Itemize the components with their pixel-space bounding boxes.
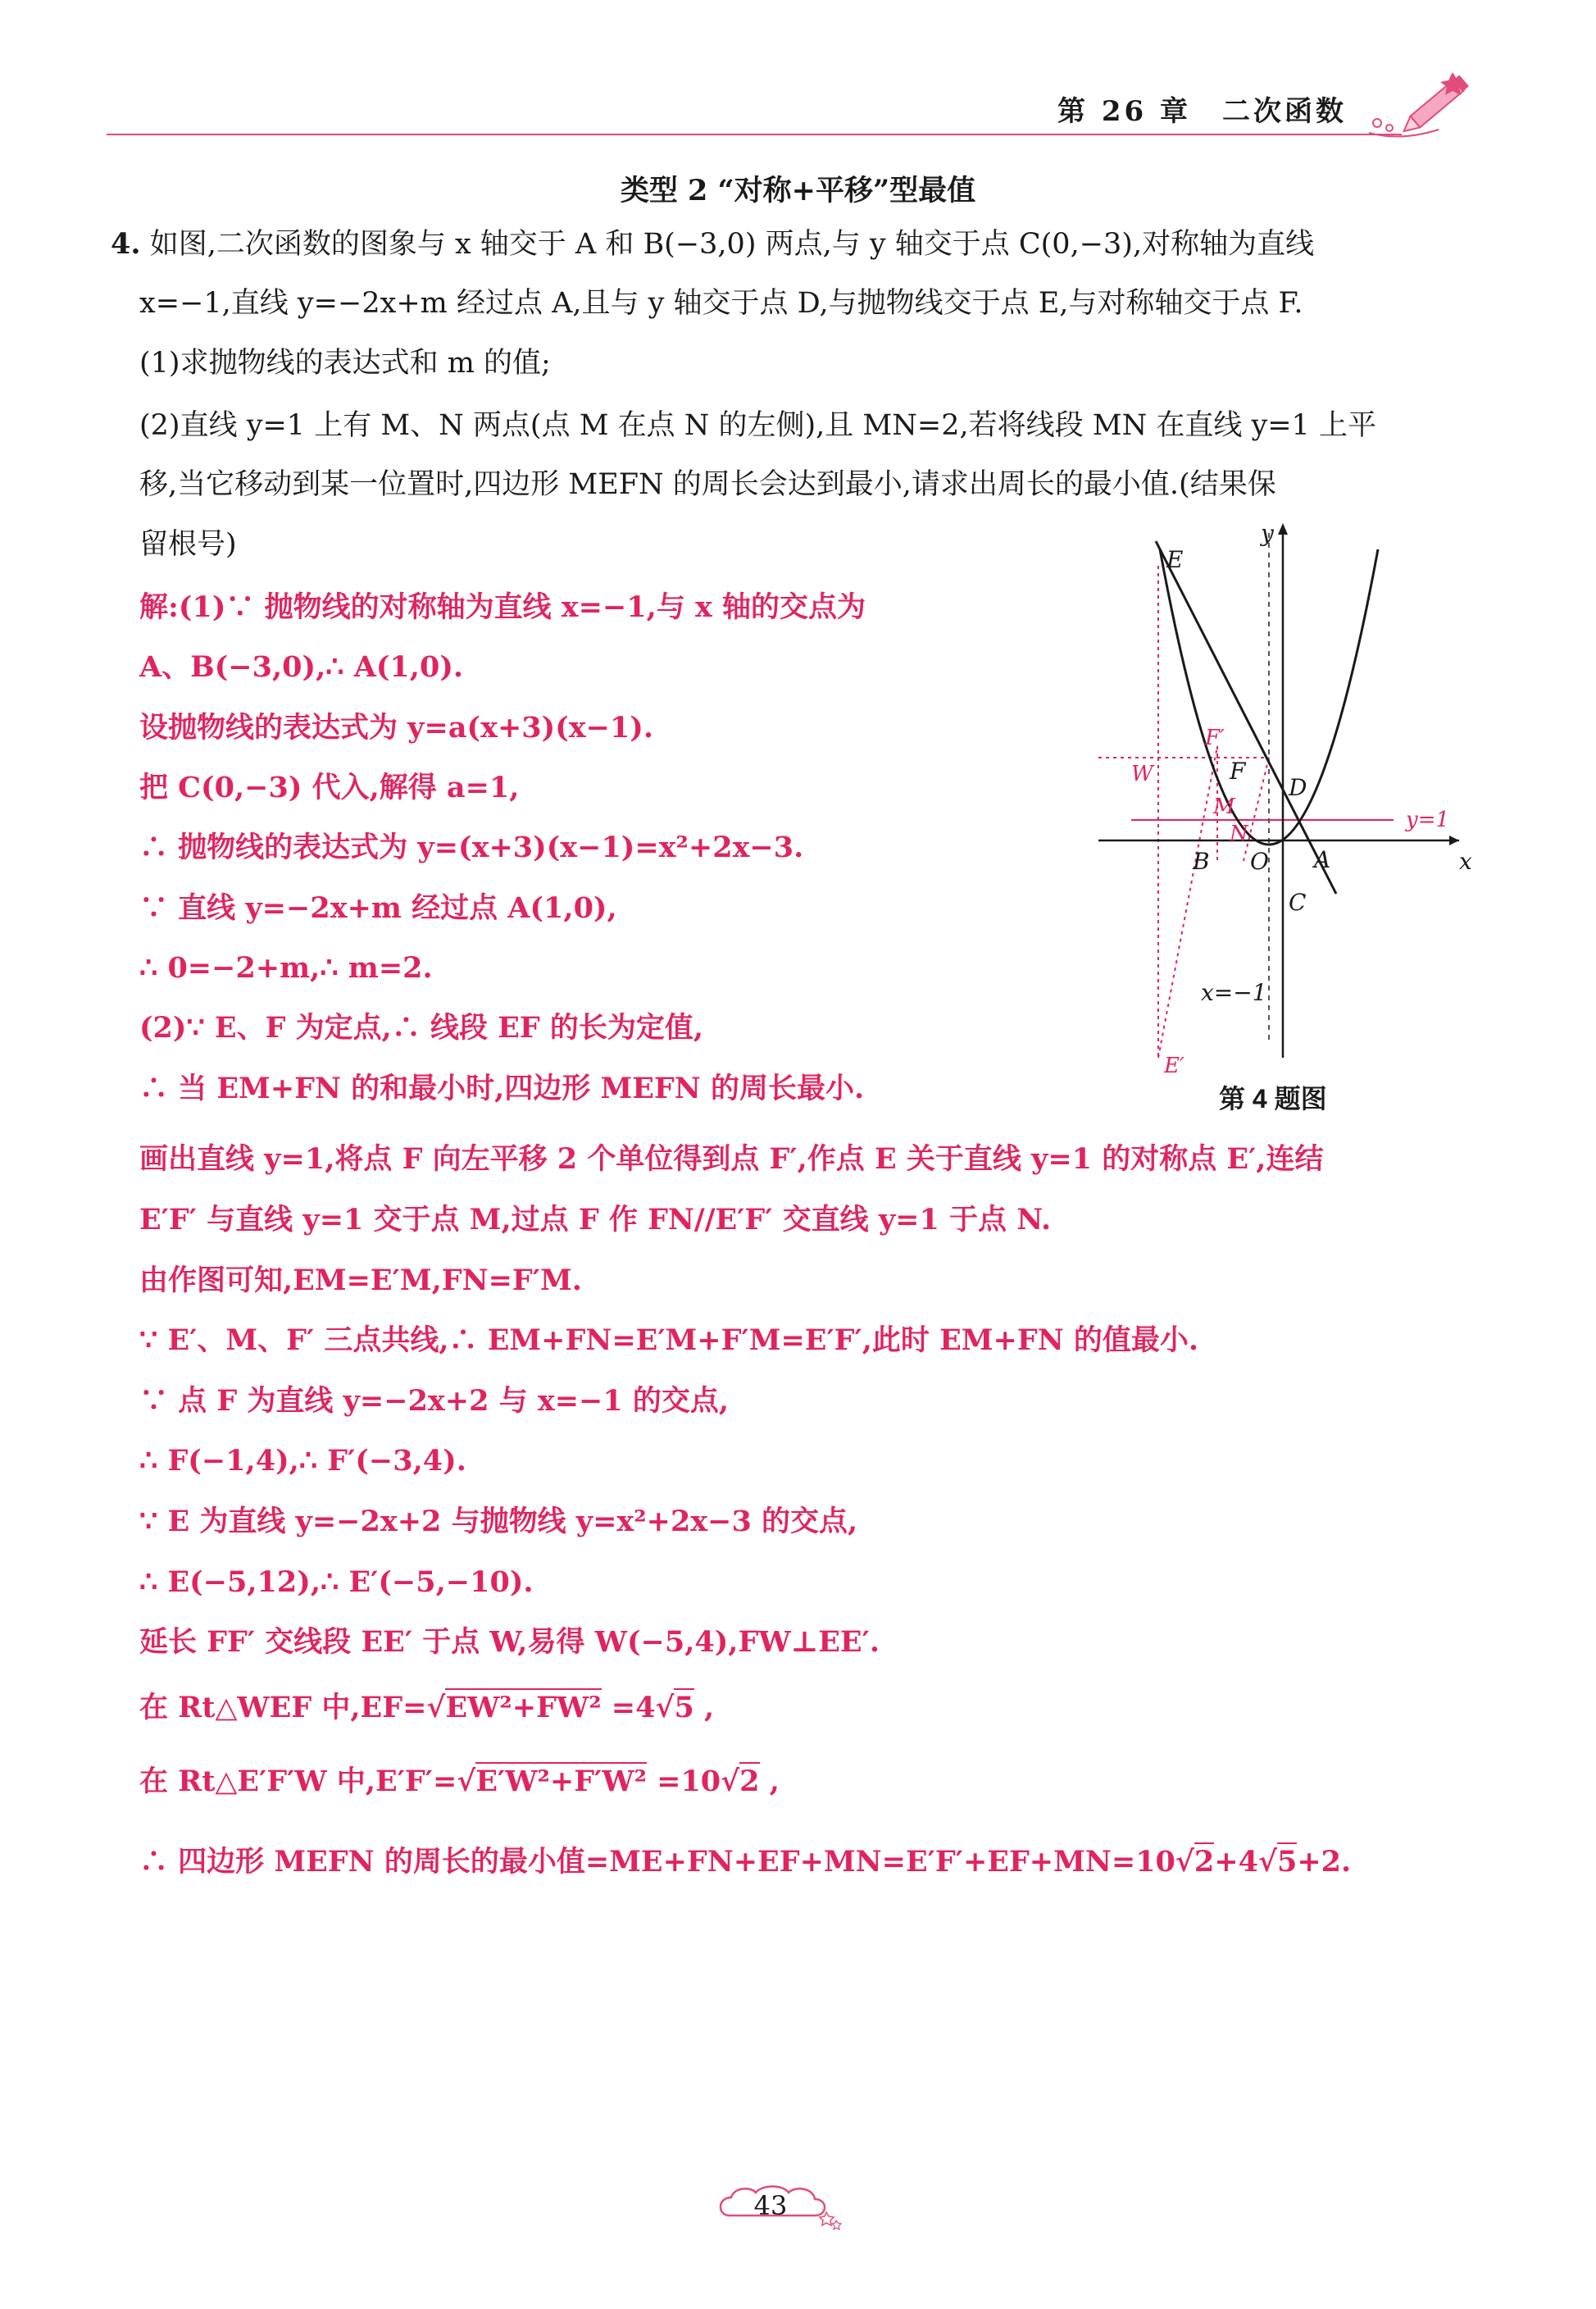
sqrt-symbol: √	[655, 1691, 675, 1724]
label-e-prime: E′	[1164, 1054, 1184, 1078]
solution-rt-wef	[139, 1689, 714, 1727]
solution-line: 由作图可知,EM=E′M,FN=F′M.	[139, 1264, 582, 1297]
solution-line: 延长 FF′ 交线段 EE′ 于点 W,易得 W(−5,4),FW⊥EE′.	[139, 1625, 880, 1659]
sqrt-symbol: √	[426, 1691, 446, 1724]
figure-caption: 第 4 题图	[1219, 1084, 1327, 1114]
rt2-prefix: 在 Rt△E′F′W 中,E′F′=	[139, 1765, 457, 1798]
rt2-radicand-2: 2	[739, 1762, 759, 1798]
rt2-radicand: E′W²+F′W²	[475, 1762, 647, 1798]
solution-line: ∵ 直线 y=−2x+m 经过点 A(1,0),	[139, 891, 617, 925]
solution-line: ∵ 点 F 为直线 y=−2x+2 与 x=−1 的交点,	[139, 1384, 730, 1418]
solution-rt-efw	[139, 1763, 780, 1801]
problem-number: 4.	[111, 227, 141, 261]
final-radicand-2: 5	[1277, 1842, 1297, 1879]
final-end: +2.	[1297, 1845, 1352, 1879]
sqrt-symbol: √	[1175, 1845, 1194, 1879]
solution-line: ∵ E′、M、F′ 三点共线,∴ EM+FN=E′M+F′M=E′F′,此时 EM+FN 的值最小.	[139, 1323, 1199, 1357]
final-radicand-1: 2	[1194, 1842, 1214, 1879]
label-b: B	[1193, 848, 1210, 875]
label-w: W	[1131, 762, 1153, 786]
label-axis-symmetry: x=−1	[1201, 979, 1267, 1006]
solution-line: (2)∵ E、F 为定点,∴ 线段 EF 的长为定值,	[139, 1011, 704, 1045]
problem-figure	[1082, 517, 1492, 1082]
line-e-prime-f-prime	[1158, 746, 1217, 1058]
solution-line: 把 C(0,−3) 代入,解得 a=1,	[139, 771, 520, 804]
label-o: O	[1250, 848, 1269, 875]
label-e: E	[1166, 546, 1184, 573]
final-prefix: ∴ 四边形 MEFN 的周长的最小值=ME+FN+EF+MN=E′F′+EF+MN=10	[139, 1845, 1175, 1879]
label-d: D	[1289, 774, 1307, 801]
solution-line: E′F′ 与直线 y=1 交于点 M,过点 F 作 FN//E′F′ 交直线 y=1 于点 N.	[139, 1203, 1052, 1236]
section-title: 类型 2 “对称+平移”型最值	[620, 174, 976, 207]
problem-part-2-line-2: 移,当它移动到某一位置时,四边形 MEFN 的周长会达到最小,请求出周长的最小值.(结果保	[139, 468, 1276, 501]
solution-line: 解:(1)∵ 抛物线的对称轴为直线 x=−1,与 x 轴的交点为	[139, 590, 866, 624]
chapter-heading: 第 26 章 二次函数	[1057, 95, 1347, 128]
solution-line: 设抛物线的表达式为 y=a(x+3)(x−1).	[139, 711, 654, 745]
solution-line: ∴ E(−5,12),∴ E′(−5,−10).	[139, 1565, 534, 1599]
rt2-end: ,	[759, 1765, 780, 1798]
label-x-axis: x	[1459, 848, 1472, 875]
page-number-badge	[713, 2181, 844, 2230]
solution-line: ∴ 抛物线的表达式为 y=(x+3)(x−1)=x²+2x−3.	[139, 831, 804, 864]
rt1-radicand-2: 5	[674, 1688, 693, 1724]
solution-line: ∴ 0=−2+m,∴ m=2.	[139, 951, 433, 985]
solution-line: ∴ 当 EM+FN 的和最小时,四边形 MEFN 的周长最小.	[139, 1072, 865, 1105]
label-a: A	[1314, 846, 1331, 873]
label-m: M	[1213, 795, 1235, 819]
problem-part-2-line-3: 留根号)	[139, 528, 237, 561]
rt1-prefix: 在 Rt△WEF 中,EF=	[139, 1691, 427, 1724]
solution-line: A、B(−3,0),∴ A(1,0).	[139, 650, 464, 684]
label-f-prime: F′	[1205, 726, 1225, 750]
page-number: 43	[753, 2190, 788, 2221]
solution-final	[139, 1843, 1351, 1881]
solution-line: ∴ F(−1,4),∴ F′(−3,4).	[139, 1444, 466, 1478]
x-axis-arrow	[1449, 836, 1459, 845]
header-rule	[107, 134, 1402, 135]
rt1-radicand: EW²+FW²	[445, 1688, 601, 1724]
sqrt-symbol: √	[721, 1765, 740, 1798]
rt1-end: ,	[693, 1691, 715, 1724]
problem-part-2-line-1: (2)直线 y=1 上有 M、N 两点(点 M 在点 N 的左侧),且 MN=2,若将线段 MN 在直线 y=1 上平	[139, 409, 1376, 442]
rt2-eq: =10	[646, 1765, 721, 1798]
problem-line-1	[111, 225, 1314, 264]
problem-part-1: (1)求抛物线的表达式和 m 的值;	[139, 347, 551, 380]
rt1-eq: =4	[601, 1691, 656, 1724]
label-n: N	[1230, 822, 1248, 846]
pencil-icon	[1361, 57, 1484, 148]
label-y-equals-1: y=1	[1406, 808, 1450, 832]
solution-line: 画出直线 y=1,将点 F 向左平移 2 个单位得到点 F′,作点 E 关于直线 y=1 的对称点 E′,连结	[139, 1142, 1324, 1176]
solution-line: ∵ E 为直线 y=−2x+2 与抛物线 y=x²+2x−3 的交点,	[139, 1505, 858, 1538]
label-c: C	[1289, 889, 1307, 916]
problem-line-2: x=−1,直线 y=−2x+m 经过点 A,且与 y 轴交于点 D,与抛物线交于点 E,与对称轴交于点 F.	[139, 287, 1303, 320]
sqrt-symbol: √	[1257, 1845, 1277, 1879]
label-y-axis: y	[1261, 520, 1274, 547]
sqrt-symbol: √	[457, 1765, 476, 1798]
y-axis-arrow	[1278, 523, 1288, 535]
problem-text-1: 如图,二次函数的图象与 x 轴交于 A 和 B(−3,0) 两点,与 y 轴交于点 C(0,−3),对称轴为直线	[149, 228, 1315, 261]
label-f: F	[1230, 758, 1246, 785]
final-mid: +4	[1214, 1845, 1258, 1879]
